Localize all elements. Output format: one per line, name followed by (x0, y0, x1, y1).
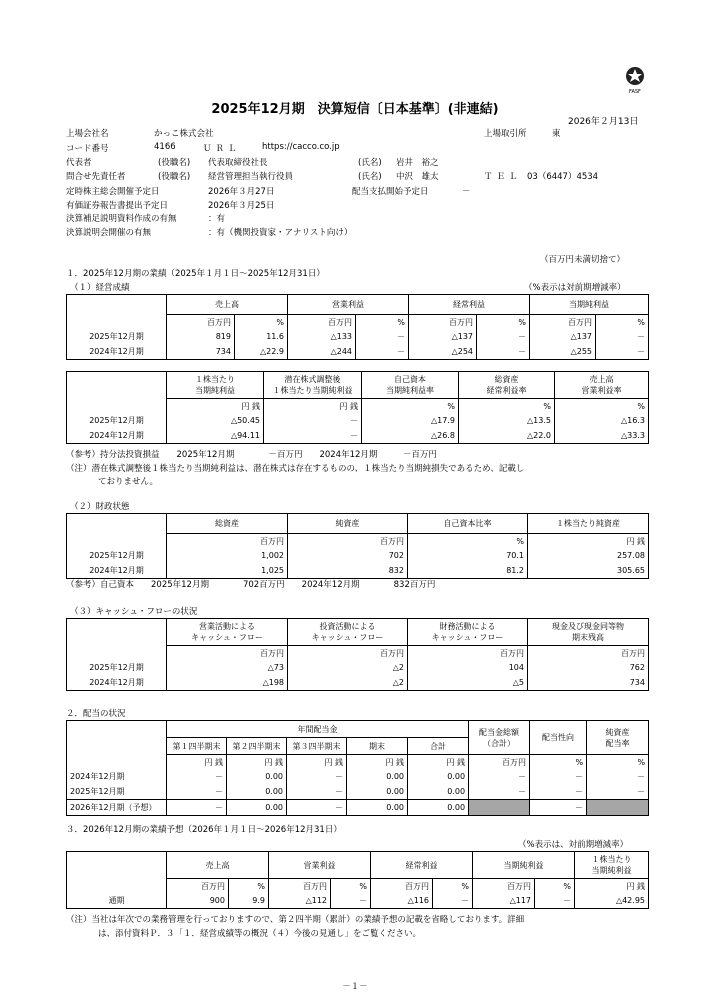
col-header: １株当たり 当期純利益 (575, 852, 649, 879)
unit-cell: 百万円 (167, 534, 288, 549)
unit-cell: 円 銭 (287, 755, 347, 770)
row-label: 2025年12月期 (67, 784, 167, 800)
meeting-value: ：有（機関投資家・アナリスト向け） (208, 228, 353, 238)
section3-heading: ３．2026年12月期の業績予想（2026年１月１日～2026年12月31日） (66, 825, 342, 835)
unit-cell: % (596, 315, 649, 330)
table-row (67, 413, 649, 428)
cell: 9.9 (229, 893, 269, 909)
forecast-note-cont: は、添付資料Ｐ．３「１．経営成績等の概況（４）今後の見通し」をご覧ください。 (98, 929, 422, 939)
annual-dividend-header: 年間配当金 (167, 721, 469, 738)
note-diluted-eps-cont: ておりません。 (98, 477, 159, 487)
col-header: 経常利益 (371, 852, 473, 879)
cash-flow-table (66, 618, 649, 691)
page-title: 2025年12月期 決算短信〔日本基準〕(非連結) (211, 102, 499, 117)
cell: － (167, 784, 227, 800)
financial-position-table (66, 513, 649, 579)
unit-cell: 円 銭 (575, 879, 649, 894)
col-header: 潜在株式調整後 １株当たり当期純利益 (264, 372, 362, 399)
cell: △137 (409, 329, 477, 344)
unit-cell: 円 銭 (528, 534, 649, 549)
table-row (67, 329, 649, 344)
unit-cell: 百万円 (167, 646, 288, 661)
unit-cell: 百万円 (528, 646, 649, 661)
cell: △116 (371, 893, 433, 909)
cell: 81.2 (408, 563, 528, 579)
cell: － (530, 800, 587, 816)
cell: － (596, 329, 649, 344)
dividends-table (66, 720, 649, 816)
col-header: 第１四半期末 (167, 738, 227, 755)
unit-cell: 百万円 (408, 646, 528, 661)
unit-cell: 百万円 (167, 879, 229, 894)
col-header: 総資産 経常利益率 (459, 372, 555, 399)
rep-name-label: (氏名) (358, 158, 382, 168)
col-header: 第３四半期末 (287, 738, 347, 755)
agm-date: 2026年３月27日 (208, 187, 275, 197)
cell: － (356, 329, 409, 344)
cell: － (535, 893, 575, 909)
cell: － (469, 784, 530, 800)
col-header: １株当たり 当期純利益 (167, 372, 264, 399)
cell: 702 (288, 548, 408, 563)
cell: － (331, 893, 371, 909)
unit-cell: % (555, 399, 649, 414)
unit-cell: 百万円 (409, 315, 477, 330)
col-header: 総資産 (167, 514, 288, 534)
rep-label: 代表者 (66, 158, 92, 168)
cell: － (167, 769, 227, 784)
cell: － (433, 893, 473, 909)
contact-label: 問合せ先責任者 (66, 172, 126, 182)
row-label: 2025年12月期 (67, 413, 167, 428)
report-date-value: 2026年３月25日 (208, 201, 275, 211)
code-value: 4166 (154, 142, 176, 152)
cell: － (287, 800, 347, 816)
cell: 0.00 (347, 784, 408, 800)
round-note: （百万円未満切捨て） (540, 255, 626, 265)
cell: △16.3 (555, 413, 649, 428)
cell: － (587, 769, 649, 784)
col-header: 現金及び現金同等物 期末残高 (528, 619, 649, 646)
cell: 257.08 (528, 548, 649, 563)
cell: － (477, 344, 530, 360)
cell: 0.00 (227, 784, 287, 800)
reference-equity: （参考）自己資本 2025年12月期 702百万円 2024年12月期 832百万円 (66, 580, 436, 590)
cell: △244 (288, 344, 356, 360)
col-header: 自己資本比率 (408, 514, 528, 534)
table-row (67, 784, 649, 800)
forecast-table (66, 851, 649, 909)
col-header: 第２四半期末 (227, 738, 287, 755)
table-row (67, 660, 649, 675)
company-name: かっこ株式会社 (154, 129, 214, 139)
cell: － (469, 769, 530, 784)
row-label: 2024年12月期 (67, 428, 167, 444)
contact-name: 中沢 雄太 (396, 172, 439, 182)
unit-cell: % (331, 879, 371, 894)
row-label: 2025年12月期 (67, 660, 167, 675)
unit-cell: 円 銭 (347, 755, 408, 770)
cell: △22.0 (459, 428, 555, 444)
unit-cell: % (433, 879, 473, 894)
cell: △42.95 (575, 893, 649, 909)
col-header: 売上高 (167, 295, 288, 315)
contact-name-label: (氏名) (358, 172, 382, 182)
total-div-header: 配当金総額 （合計） (469, 721, 530, 755)
per-share-ratios-table (66, 371, 649, 444)
row-label: 2024年12月期 (67, 769, 167, 784)
cell: － (477, 329, 530, 344)
report-date: 2026年２月13日 (568, 117, 639, 127)
unit-cell: 円 銭 (264, 399, 362, 414)
div-start-value: － (462, 187, 471, 197)
cell: － (264, 428, 362, 444)
unit-cell: % (535, 879, 575, 894)
cell: － (167, 800, 227, 816)
cell: 734 (528, 675, 649, 691)
section1-sub2: （２）財政状態 (70, 502, 130, 512)
unit-cell: 百万円 (288, 315, 356, 330)
cell: △13.5 (459, 413, 555, 428)
rep-title-label: (役職名) (158, 158, 191, 168)
col-header: 期末 (347, 738, 408, 755)
unit-cell: % (362, 399, 459, 414)
section1-sub3: （３）キャッシュ・フローの状況 (70, 607, 198, 617)
unit-cell: 百万円 (371, 879, 433, 894)
table-row (67, 428, 649, 444)
col-header: 売上高 営業利益率 (555, 372, 649, 399)
col-header: 財務活動による キャッシュ・フロー (408, 619, 528, 646)
note-diluted-eps: （注）潜在株式調整後１株当たり当期純利益は、潜在株式は存在するものの、１株当たり当期純損失であるため、記載し (66, 464, 525, 474)
unit-cell: 円 銭 (167, 399, 264, 414)
cell: 819 (167, 329, 235, 344)
cell: △22.9 (235, 344, 288, 360)
cell: △2 (288, 660, 408, 675)
section1-heading: １．2025年12月期の業績（2025年１月１日～2025年12月31日） (66, 269, 325, 279)
meeting-label: 決算説明会開催の有無 (66, 228, 152, 238)
cell: △26.8 (362, 428, 459, 444)
cell: △117 (473, 893, 535, 909)
cell: － (356, 344, 409, 360)
row-label: 2025年12月期 (67, 548, 167, 563)
row-label: 通期 (67, 893, 167, 909)
section2-heading: ２．配当の状況 (66, 709, 126, 719)
shaded-cell (469, 800, 530, 816)
exchange-value: 東 (552, 129, 561, 139)
company-label: 上場会社名 (66, 129, 109, 139)
corner-cell (67, 295, 167, 315)
row-label: 2024年12月期 (67, 563, 167, 579)
cell: △73 (167, 660, 288, 675)
cell: 734 (167, 344, 235, 360)
row-label: 2024年12月期 (67, 675, 167, 691)
unit-cell: % (587, 755, 649, 770)
page-number: －１－ (342, 982, 368, 992)
unit-cell: 百万円 (473, 879, 535, 894)
col-header: 合計 (408, 738, 469, 755)
cell: － (264, 413, 362, 428)
cell: △33.3 (555, 428, 649, 444)
fasf-logo (624, 66, 646, 95)
cell: 0.00 (227, 769, 287, 784)
div-start-label: 配当支払開始予定日 (352, 187, 429, 197)
cell: 70.1 (408, 548, 528, 563)
col-header: 当期純利益 (473, 852, 575, 879)
cell: － (596, 344, 649, 360)
col-header: 営業利益 (288, 295, 409, 315)
cell: － (530, 769, 587, 784)
row-label: 2025年12月期 (67, 329, 167, 344)
cell: － (287, 769, 347, 784)
col-header: 経常利益 (409, 295, 530, 315)
cell: 0.00 (227, 800, 287, 816)
cell: △198 (167, 675, 288, 691)
col-header: １株当たり純資産 (528, 514, 649, 534)
cell: △50.45 (167, 413, 264, 428)
table-row (67, 675, 649, 691)
cell: 1,002 (167, 548, 288, 563)
cell: 104 (408, 660, 528, 675)
unit-cell: 百万円 (288, 646, 408, 661)
cell: 0.00 (347, 769, 408, 784)
cell: － (530, 784, 587, 800)
unit-cell: 百万円 (288, 534, 408, 549)
unit-cell: 円 銭 (167, 755, 227, 770)
table-row (67, 893, 649, 909)
logo-text: FASF (629, 89, 641, 95)
exchange-label: 上場取引所 (484, 129, 527, 139)
unit-cell: 円 銭 (408, 755, 469, 770)
unit-cell: % (229, 879, 269, 894)
cell: 0.00 (408, 784, 469, 800)
fasf-emblem-icon (624, 66, 646, 86)
payout-header: 配当性向 (530, 721, 587, 755)
doe-header: 純資産 配当率 (587, 721, 649, 755)
cell: △5 (408, 675, 528, 691)
reference-equity-method: （参考）持分法投資損益 2025年12月期 －百万円 2024年12月期 －百万円 (66, 450, 437, 460)
cell: △112 (269, 893, 331, 909)
unit-cell: % (530, 755, 587, 770)
cell: △255 (530, 344, 596, 360)
cell: － (287, 784, 347, 800)
cell: 762 (528, 660, 649, 675)
unit-cell: 百万円 (469, 755, 530, 770)
tel-label: ＴＥＬ (484, 172, 522, 182)
col-header: 営業利益 (269, 852, 371, 879)
unit-cell: 円 銭 (227, 755, 287, 770)
cell: 0.00 (408, 769, 469, 784)
cell: △133 (288, 329, 356, 344)
unit-cell: 百万円 (269, 879, 331, 894)
report-label: 有価証券報告書提出予定日 (66, 201, 169, 211)
cell: 832 (288, 563, 408, 579)
contact-title-label: (役職名) (158, 172, 191, 182)
rep-title: 代表取締役社長 (208, 158, 268, 168)
unit-cell: % (408, 534, 528, 549)
rep-name: 岩井 裕之 (396, 158, 439, 168)
url-link[interactable]: https://cacco.co.jp (262, 142, 340, 152)
unit-cell: % (459, 399, 555, 414)
url-label: ＵＲＬ (203, 144, 241, 154)
table-row (67, 769, 649, 784)
cell: 0.00 (347, 800, 408, 816)
col-header: 当期純利益 (530, 295, 649, 315)
row-label: 2026年12月期（予想） (67, 800, 167, 816)
table-row (67, 563, 649, 579)
section1-sub1: （１）経営成績 (70, 283, 130, 293)
cell: 0.00 (408, 800, 469, 816)
supp-label: 決算補足説明資料作成の有無 (66, 214, 177, 224)
cell: 11.6 (235, 329, 288, 344)
cell: － (587, 784, 649, 800)
tel-value: 03（6447）4534 (527, 172, 599, 182)
cell: 305.65 (528, 563, 649, 579)
unit-cell: % (356, 315, 409, 330)
shaded-cell (587, 800, 649, 816)
supp-value: ：有 (208, 214, 226, 224)
unit-cell: % (477, 315, 530, 330)
contact-title: 経営管理担当執行役員 (208, 172, 294, 182)
row-label: 2024年12月期 (67, 344, 167, 360)
col-header: 営業活動による キャッシュ・フロー (167, 619, 288, 646)
table-row (67, 548, 649, 563)
cell: 900 (167, 893, 229, 909)
code-label: コード番号 (66, 144, 109, 154)
cell: △2 (288, 675, 408, 691)
forecast-note: （注）当社は年次での業務管理を行っておりますので、第２四半期（累計）の業績予想の記載を省略しております。詳細 (66, 915, 525, 925)
cell: △254 (409, 344, 477, 360)
cell: △94.11 (167, 428, 264, 444)
section3-pct-note: （%表示は、対前期増減率） (518, 840, 629, 850)
col-header: 投資活動による キャッシュ・フロー (288, 619, 408, 646)
operating-results-table (66, 294, 649, 360)
table-row-forecast (67, 800, 649, 816)
section1-pct-note: （%表示は対前期増減率） (524, 283, 626, 293)
cell: △137 (530, 329, 596, 344)
col-header: 自己資本 当期純利益率 (362, 372, 459, 399)
col-header: 純資産 (288, 514, 408, 534)
cell: 1,025 (167, 563, 288, 579)
cell: △17.9 (362, 413, 459, 428)
unit-cell: 百万円 (167, 315, 235, 330)
unit-cell: 百万円 (530, 315, 596, 330)
agm-label: 定時株主総会開催予定日 (66, 187, 160, 197)
table-row (67, 344, 649, 360)
unit-cell: % (235, 315, 288, 330)
col-header: 売上高 (167, 852, 269, 879)
